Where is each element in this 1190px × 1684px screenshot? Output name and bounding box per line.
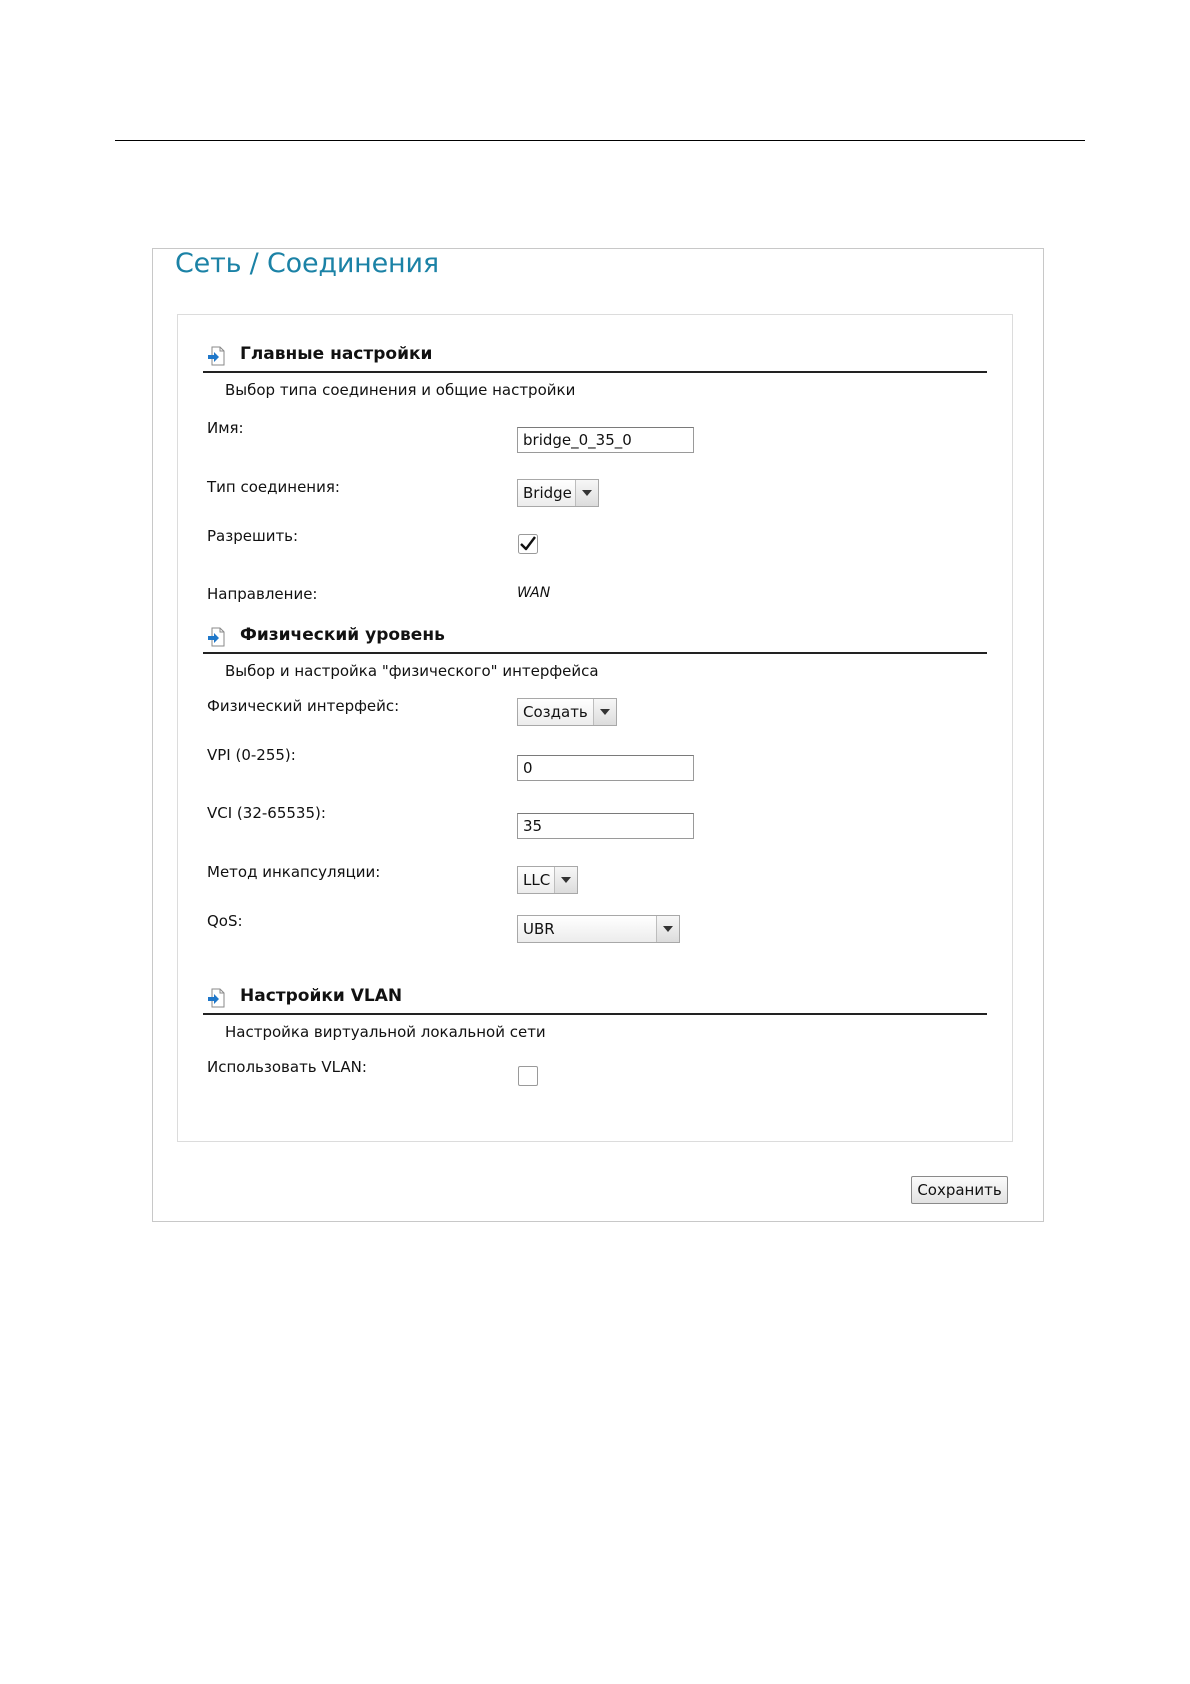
encap-label: Метод инкапсуляции:	[207, 863, 381, 881]
name-label: Имя:	[207, 419, 244, 437]
section-desc-physical: Выбор и настройка "физического" интерфейса	[225, 662, 599, 680]
phys-iface-label: Физический интерфейс:	[207, 697, 400, 715]
phys-iface-select[interactable]	[517, 698, 617, 726]
encap-select[interactable]	[517, 866, 578, 894]
page-title: Сеть / Соединения	[175, 248, 439, 279]
enable-checkbox[interactable]	[518, 534, 538, 554]
use-vlan-checkbox[interactable]	[518, 1066, 538, 1086]
section-title-vlan: Настройки VLAN	[240, 986, 403, 1006]
section-desc-main: Выбор типа соединения и общие настройки	[225, 381, 576, 399]
chevron-down-icon	[554, 867, 577, 893]
chevron-down-icon	[656, 916, 679, 942]
phys-iface-value: Создать	[523, 703, 588, 721]
section-desc-vlan: Настройка виртуальной локальной сети	[225, 1023, 546, 1041]
vpi-input[interactable]	[517, 755, 694, 781]
direction-value: WAN	[517, 585, 551, 601]
name-input[interactable]	[517, 427, 694, 453]
encap-value: LLC	[523, 871, 551, 889]
conn-type-label: Тип соединения:	[207, 478, 340, 496]
section-arrow-icon	[207, 988, 227, 1008]
section-divider	[203, 371, 987, 373]
chevron-down-icon	[593, 699, 616, 725]
section-title-main: Главные настройки	[240, 344, 433, 364]
section-title-physical: Физический уровень	[240, 625, 445, 645]
section-arrow-icon	[207, 627, 227, 647]
direction-label: Направление:	[207, 585, 318, 603]
use-vlan-label: Использовать VLAN:	[207, 1058, 367, 1076]
section-divider	[203, 1013, 987, 1015]
chevron-down-icon	[575, 480, 598, 506]
page-top-rule	[115, 140, 1085, 141]
save-button[interactable]: Сохранить	[911, 1176, 1008, 1204]
qos-select[interactable]	[517, 915, 680, 943]
enable-label: Разрешить:	[207, 527, 299, 545]
qos-value: UBR	[523, 920, 555, 938]
vpi-label: VPI (0-255):	[207, 746, 296, 764]
vci-label: VCI (32-65535):	[207, 804, 326, 822]
conn-type-select[interactable]	[517, 479, 599, 507]
vci-input[interactable]	[517, 813, 694, 839]
section-arrow-icon	[207, 346, 227, 366]
qos-label: QoS:	[207, 912, 243, 930]
section-divider	[203, 652, 987, 654]
conn-type-value: Bridge	[523, 484, 572, 502]
